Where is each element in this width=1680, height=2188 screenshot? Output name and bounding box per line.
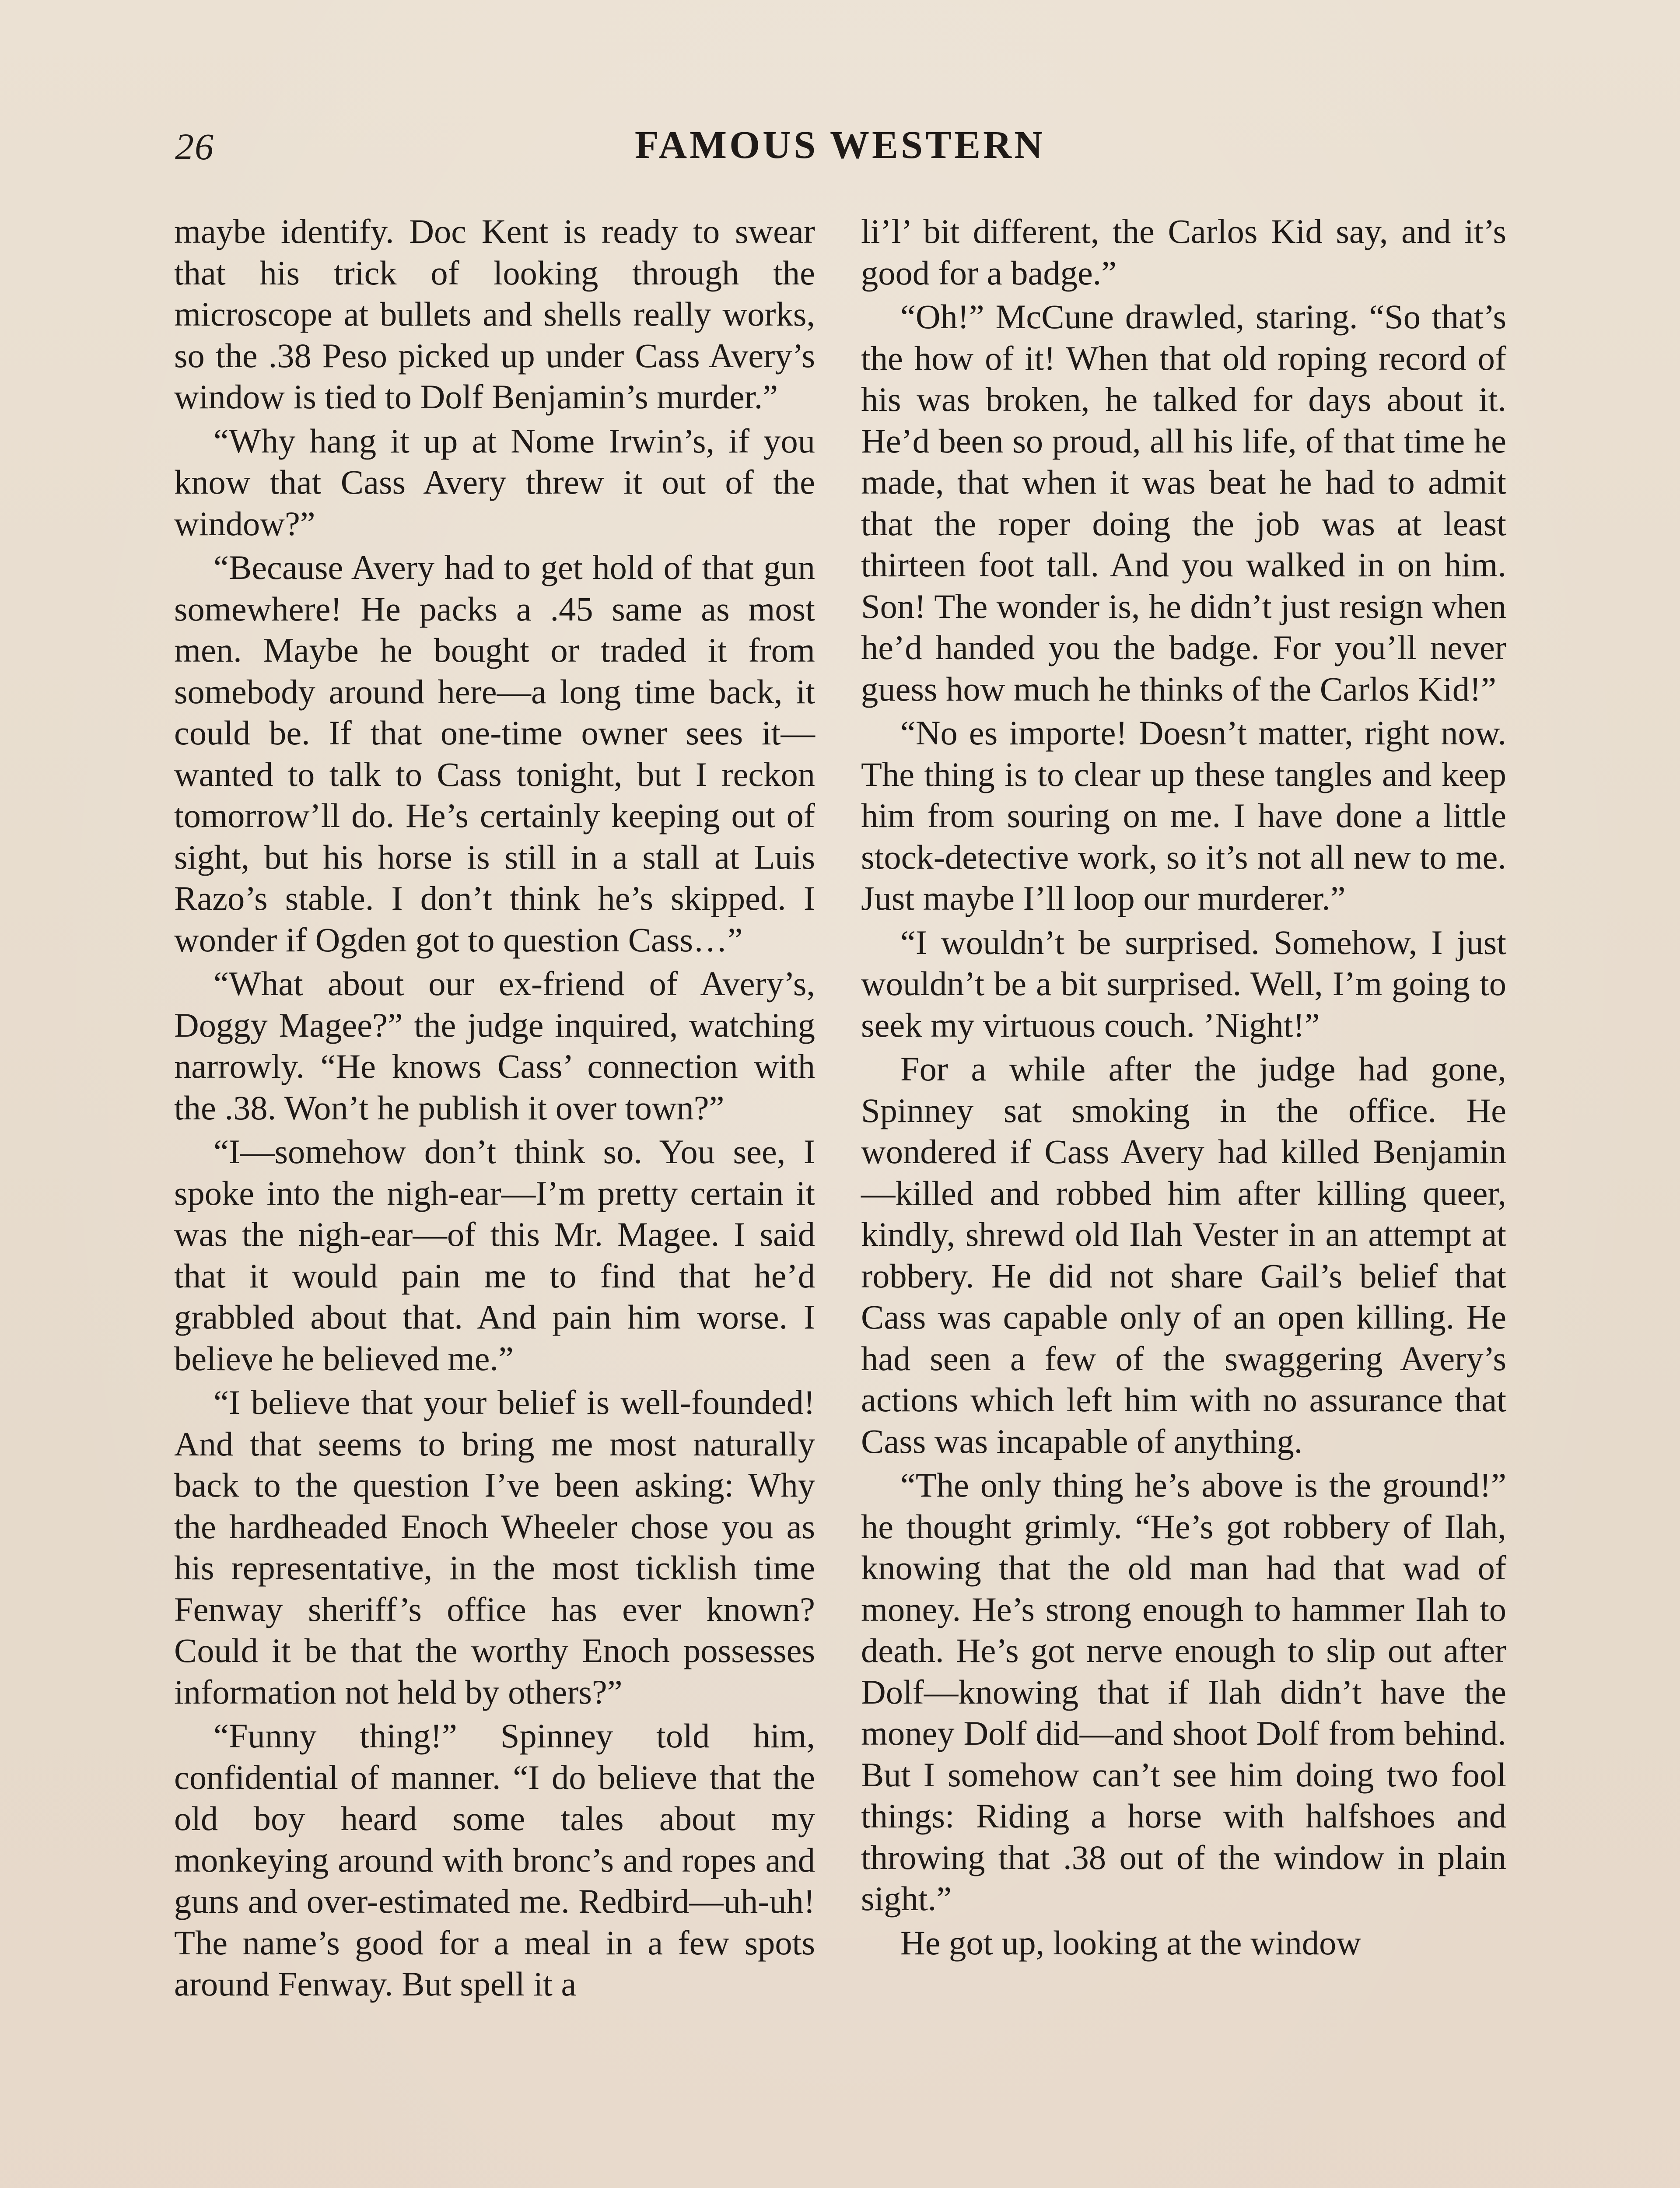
paragraph: “No es importe! Doesn’t matter, right now. The thing is to clear up these tangles and keep him from souring on me. I have done a little stock-detective work, so it’s not all new to me. Just maybe I’ll loop our murderer.” <box>861 714 1506 917</box>
page-number: 26 <box>175 126 214 168</box>
paragraph: “I wouldn’t be surprised. Somehow, I just wouldn’t be a bit surprised. Well, I’m going to seek my virtuous couch. ’Night!” <box>861 923 1506 1044</box>
paragraph: “Why hang it up at Nome Irwin’s, if you know that Cass Avery threw it out of the window?” <box>174 421 815 543</box>
paragraph: “The only thing he’s above is the ground!” he thought grimly. “He’s got robbery of Ilah, knowing that the old man had that wad of money. He’s strong enough to hammer Ilah to death. He’s got nerve enough to slip out after Dolf—knowing that if Ilah didn’t have the money Dolf did—and shoot Dolf from behind. But I somehow can’t see him doing two fool things: Riding a horse with halfshoes and throwing that .38 out of the window in plain sight.” <box>861 1466 1506 1918</box>
paragraph: “I—somehow don’t think so. You see, I spoke into the nigh-ear—I’m pretty certain it was the nigh-ear—of this Mr. Magee. I said that it would pain me to find that he’d grabbled about that. And pain him worse. I believe he believed me.” <box>174 1133 815 1378</box>
paragraph: “Funny thing!” Spinney told him, confidential of manner. “I do believe that the old boy heard some tales about my monkeying around with bronc’s and ropes and guns and over-estimated me. Redbird—uh-uh! The name’s good for a meal in a few spots around Fenway. But spell it a <box>174 1717 815 2003</box>
left-column <box>174 211 815 2005</box>
paragraph: “I believe that your belief is well-founded! And that seems to bring me most naturally back to the question I’ve been asking: Why the hardheaded Enoch Wheeler chose you as his representative, in the most ticklish time Fenway sheriff’s office has ever known? Could it be that the worthy Enoch possesses information not held by others?” <box>174 1383 815 1711</box>
paragraph: li’l’ bit different, the Carlos Kid say, and it’s good for a badge.” <box>861 212 1506 292</box>
running-head: FAMOUS WESTERN <box>634 123 1046 167</box>
right-column <box>861 211 1506 1964</box>
paragraph: “Oh!” McCune drawled, staring. “So that’s the how of it! When that old roping record of his was broken, he talked for days about it. He’d been so proud, all his life, of that time he made, that when it was beat he had to admit that the roper doing the job was at least thirteen foot tall. And you walked in on him. Son! The wonder is, he didn’t just resign when he’d handed you the badge. For you’ll never guess how much he thinks of the Carlos Kid!” <box>861 298 1506 708</box>
paragraph: He got up, looking at the window <box>900 1923 1362 1962</box>
paragraph: “Because Avery had to get hold of that gun somewhere! He packs a .45 same as most men. Maybe he bought or traded it from somebody around here—a long time back, it could be. If that one-time owner sees it—wanted to talk to Cass tonight, but I reckon tomorrow’ll do. He’s certainly keeping out of sight, but his horse is still in a stall at Luis Razo’s stable. I don’t think he’s skipped. I wonder if Ogden got to question Cass…” <box>174 548 815 959</box>
paragraph: maybe identify. Doc Kent is ready to swear that his trick of looking through the microscope at bullets and shells really works, so the .38 Peso picked up under Cass Avery’s window is tied to Dolf Benjamin’s murder.” <box>174 212 815 416</box>
paragraph: “What about our ex-friend of Avery’s, Doggy Magee?” the judge inquired, watching narrowly. “He knows Cass’ connection with the .38. Won’t he publish it over town?” <box>174 964 815 1127</box>
paragraph: For a while after the judge had gone, Spinney sat smoking in the office. He wondered if Cass Avery had killed Benjamin—killed and robbed him after killing queer, kindly, shrewd old Ilah Vester in an attempt at robbery. He did not share Gail’s belief that Cass was capable only of an open killing. He had seen a few of the swaggering Avery’s actions which left him with no assurance that Cass was incapable of anything. <box>861 1050 1506 1460</box>
